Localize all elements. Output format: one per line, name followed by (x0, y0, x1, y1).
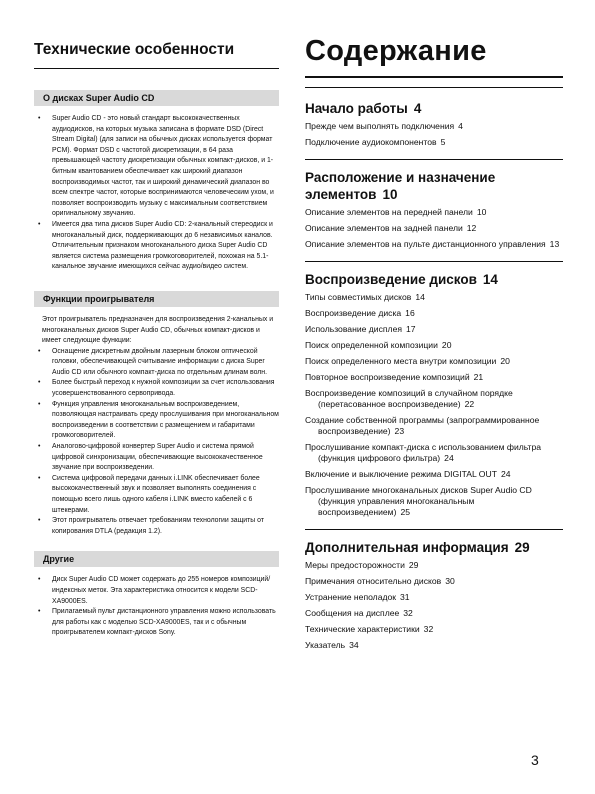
toc-section-controls (305, 159, 563, 250)
toc-item[interactable]: Описание элементов на пульте дистанционного управления 13 (305, 239, 560, 249)
toc-item[interactable]: Примечания относительно дисков 30 (305, 576, 455, 586)
list-item: • Прилагаемый пульт дистанционного управления можно использовать для работы как с моделью SCD-XA9000ES, так и с обычным проигрывателем компакт-дисков Sony. (34, 607, 279, 639)
list-item: • Имеется два типа дисков Super Audio CD: 2-канальный стереодиск и многоканальный диск, поддерживающих до 6 независимых каналов. Отличительным признаком многоканального диска Super Audio CD является система размещения громкоговорителей, похожая на 5.1-канальное звучание имеющихся сейчас аудио/видео систем. (34, 220, 279, 273)
list-item: • Система цифровой передачи данных i.LINK обеспечивает более высококачественный звук и позволяет выполнять соединения с помощью всего лишь одного кабеля i.LINK вместо кабелей с 6 штекерами. (34, 474, 279, 516)
toc-heading[interactable]: Начало работы 4 (305, 101, 422, 116)
toc-section-getting-started (305, 87, 563, 148)
list-item: • Оснащение дискретным двойным лазерным блоком оптической головки, обеспечивающей считывание информации с диска Super Audio CD или обычного компакт-диска по отдельным длинам волн. (34, 347, 279, 379)
toc-item[interactable]: Технические характеристики 32 (305, 624, 434, 634)
toc-heading[interactable]: Воспроизведение дисков 14 (305, 272, 498, 287)
toc-item[interactable]: Прослушивание компакт-диска с использованием фильтра (функция цифрового фильтра) 24 (305, 442, 542, 463)
toc-column (305, 34, 563, 656)
player-functions-bullet-list (34, 347, 279, 538)
list-item: • Более быстрый переход к нужной композиции за счет использования усовершенствованного сервопривода. (34, 378, 279, 399)
toc-heading[interactable]: Дополнительная информация 29 (305, 540, 530, 555)
list-item: • Аналогово-цифровой конвертер Super Audio и система прямой цифровой синхронизации, обеспечивающие высококачественное звучание при воспроизведении. (34, 442, 279, 474)
other-bullet-list (34, 575, 279, 639)
toc-item[interactable]: Поиск определенной композиции 20 (305, 340, 452, 350)
features-title: Технические особенности (34, 41, 279, 69)
section-header-player-functions: Функции проигрывателя (34, 291, 279, 307)
toc-heading[interactable]: Расположение и назначение элементов 10 (305, 170, 496, 202)
page-number: 3 (531, 752, 539, 768)
toc-item[interactable]: Типы совместимых дисков 14 (305, 292, 425, 302)
toc-item[interactable]: Описание элементов на задней панели 12 (305, 223, 477, 233)
list-item: • Диск Super Audio CD может содержать до 255 номеров композиций/индексных меток. Эта характеристика относится к модели SCD-XA9000ES. (34, 575, 279, 607)
toc-item[interactable]: Устранение неполадок 31 (305, 592, 410, 602)
list-item: • Функция управления многоканальным воспроизведением, позволяющая настраивать среду прослушивания при многоканальном воспроизведении в соответствии с размещением и габаритами громкоговорителей. (34, 400, 279, 442)
toc-item[interactable]: Воспроизведение диска 16 (305, 308, 415, 318)
toc-item[interactable]: Повторное воспроизведение композиций 21 (305, 372, 484, 382)
section-header-sacd: О дисках Super Audio CD (34, 90, 279, 106)
toc-item[interactable]: Включение и выключение режима DIGITAL OUT 24 (305, 469, 511, 479)
sacd-bullet-list (34, 114, 279, 273)
list-item: • Этот проигрыватель отвечает требованиям технологии защиты от копирования DTLA (редакция 1.2). (34, 516, 279, 537)
toc-item[interactable]: Меры предосторожности 29 (305, 560, 419, 570)
toc-item[interactable]: Указатель 34 (305, 640, 359, 650)
toc-section-additional (305, 529, 563, 651)
toc-title: Содержание (305, 34, 563, 78)
toc-item[interactable]: Поиск определенного места внутри композиции 20 (305, 356, 510, 366)
toc-item[interactable]: Создание собственной программы (запрограммированное воспроизведение) 23 (305, 415, 540, 436)
toc-item[interactable]: Воспроизведение композиций в случайном порядке (перетасованное воспроизведение) 22 (305, 388, 513, 409)
section-header-other: Другие (34, 551, 279, 567)
toc-item[interactable]: Прослушивание многоканальных дисков Super Audio CD (функция управления многоканальным воспроизведением) 25 (305, 485, 532, 517)
toc-item[interactable]: Прежде чем выполнять подключения 4 (305, 121, 463, 131)
left-column (34, 34, 279, 639)
list-item: • Super Audio CD - это новый стандарт высококачественных аудиодисков, на которых музыка записана в формате DSD (Direct Stream Digital) (для записи на обычных дисках используется формат PCM). Формат DSD с частотой дискретизации, в 64 раза превышающей частоту дискретизации обычных компакт-дисков, и 1-битным квантованием обеспечивает как широкий диапазон воспроизводимых частот, так и широкий динамический диапазон во всем спектре частот, которые воспринимаются человеческим ухом, и позволяет воспроизводить музыку с максимальным соответствием оригинальному звучанию. (34, 114, 279, 220)
player-functions-intro: Этот проигрыватель предназначен для воспроизведения 2-канальных и многоканальных дисков Super Audio CD, обычных компакт-дисков и имеет следующие функции: (42, 315, 274, 345)
toc-item[interactable]: Описание элементов на передней панели 10 (305, 207, 487, 217)
toc-item[interactable]: Использование дисплея 17 (305, 324, 416, 334)
toc-item[interactable]: Сообщения на дисплее 32 (305, 608, 413, 618)
toc-section-playback (305, 261, 563, 518)
toc-item[interactable]: Подключение аудиокомпонентов 5 (305, 137, 446, 147)
